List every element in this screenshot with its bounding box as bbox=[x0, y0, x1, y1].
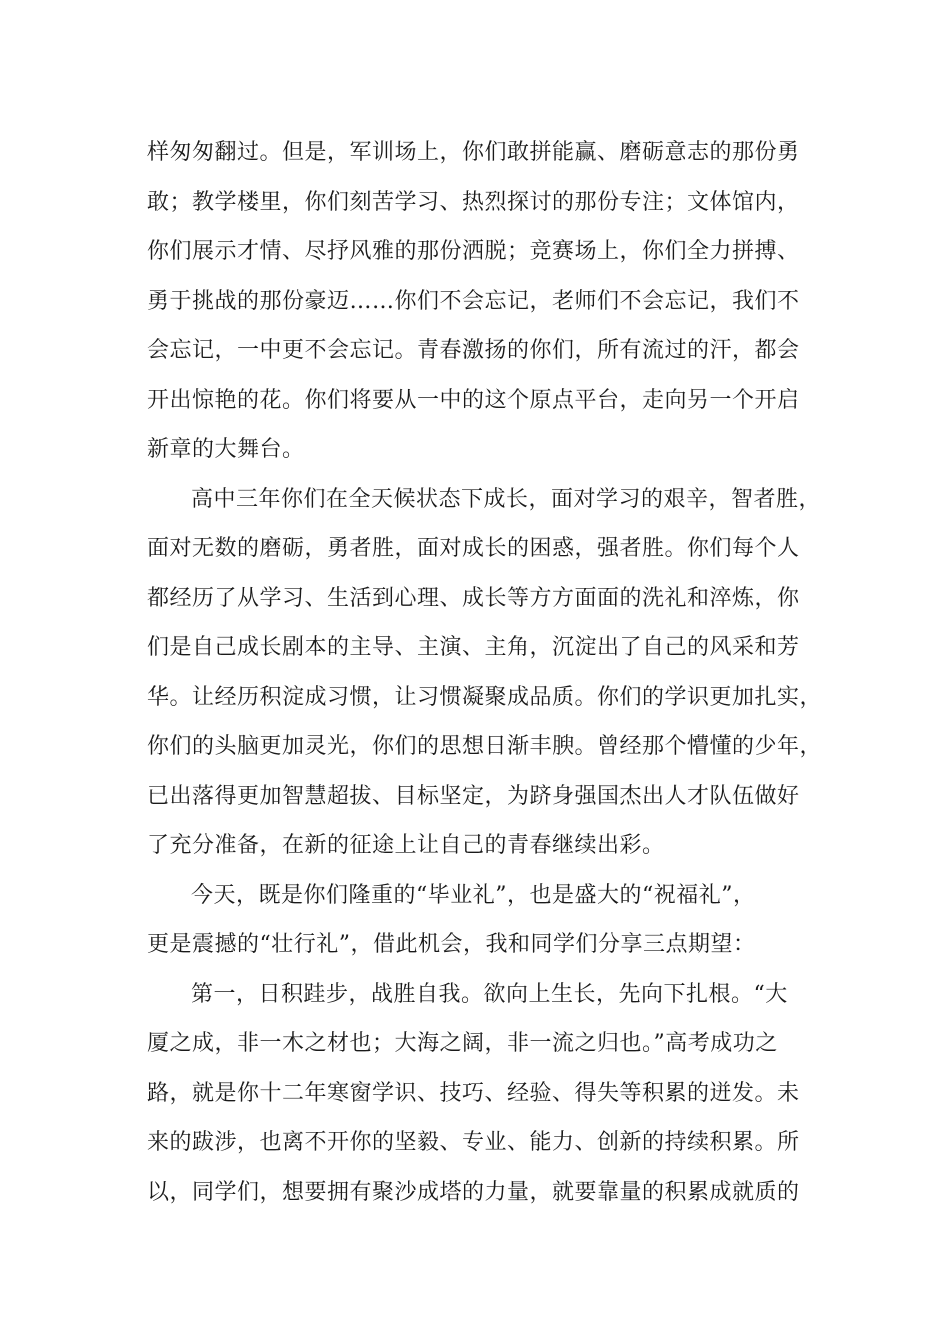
text-line: 厦之成，非一木之材也；大海之阔，非一流之归也。”高考成功之 bbox=[147, 1031, 778, 1056]
text-line: 你们展示才情、尽抒风雅的那份洒脱；竞赛场上，你们全力拼搏、 bbox=[147, 239, 800, 264]
body-text bbox=[147, 128, 827, 1217]
text-line: 华。让经历积淀成习惯，让习惯凝聚成品质。你们的学识更加扎实， bbox=[147, 684, 823, 710]
paragraph-start-line: 第一，日积跬步，战胜自我。欲向上生长，先向下扎根。“大 bbox=[191, 981, 788, 1007]
text-line: 了充分准备，在新的征途上让自己的青春继续出彩。 bbox=[147, 833, 665, 858]
text-line: 敢；教学楼里，你们刻苦学习、热烈探讨的那份专注；文体馆内， bbox=[147, 189, 800, 215]
text-line: 以，同学们，想要拥有聚沙成塔的力量，就要靠量的积累成就质的 bbox=[147, 1179, 800, 1205]
text-line: 更是震撼的“壮行礼”，借此机会，我和同学们分享三点期望： bbox=[147, 932, 756, 957]
paragraph-start-line: 今天，既是你们隆重的“毕业礼”，也是盛大的“祝福礼”， bbox=[191, 882, 756, 908]
text-line: 都经历了从学习、生活到心理、成长等方方面面的洗礼和淬炼，你 bbox=[147, 585, 800, 611]
text-line: 已出落得更加智慧超拔、目标坚定，为跻身强国杰出人才队伍做好 bbox=[147, 783, 800, 809]
text-line: 新章的大舞台。 bbox=[147, 437, 305, 462]
text-line: 来的跋涉，也离不开你的坚毅、专业、能力、创新的持续积累。所 bbox=[147, 1130, 800, 1155]
text-line: 勇于挑战的那份豪迈……你们不会忘记，老师们不会忘记，我们不 bbox=[147, 288, 800, 314]
text-line: 样匆匆翻过。但是，军训场上，你们敢拼能赢、磨砺意志的那份勇 bbox=[147, 140, 800, 165]
text-line: 路，就是你十二年寒窗学识、技巧、经验、得失等积累的迸发。未 bbox=[147, 1080, 800, 1106]
text-line: 们是自己成长剧本的主导、主演、主角，沉淀出了自己的风采和芳 bbox=[147, 635, 800, 660]
text-line: 面对无数的磨砺，勇者胜，面对成长的困惑，强者胜。你们每个人 bbox=[147, 536, 800, 561]
text-line: 开出惊艳的花。你们将要从一中的这个原点平台，走向另一个开启 bbox=[147, 387, 800, 413]
paragraph-start-line: 高中三年你们在全天候状态下成长，面对学习的艰辛，智者胜， bbox=[191, 486, 822, 512]
text-line: 你们的头脑更加灵光，你们的思想日渐丰腴。曾经那个懵懂的少年， bbox=[147, 734, 823, 759]
text-line: 会忘记，一中更不会忘记。青春激扬的你们，所有流过的汗，都会 bbox=[147, 338, 800, 363]
